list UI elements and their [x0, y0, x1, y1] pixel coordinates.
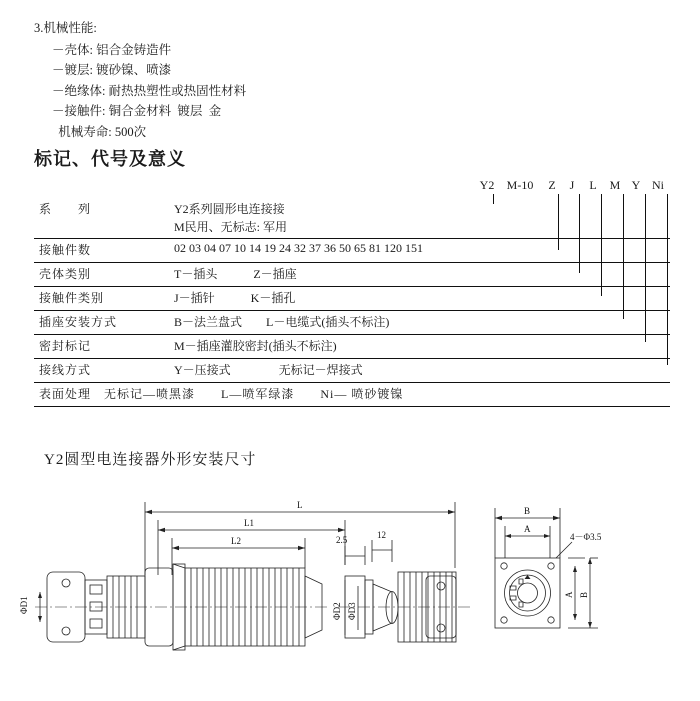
dim-label-A-right: A: [564, 591, 574, 598]
dim-label-phiD1: ΦD1: [19, 596, 29, 614]
dim-label-4-phi3.5: 4－Φ3.5: [570, 532, 602, 542]
row-value: B－法兰盘式 L－电缆式(插头不标注): [174, 315, 390, 329]
code-row-surface: [34, 383, 674, 406]
drawing-title: Y2圆型电连接器外形安装尺寸: [44, 452, 257, 468]
dim-label-L1: L1: [244, 518, 254, 528]
code-part-m10: M-10: [506, 178, 534, 192]
code-part-m: M: [609, 178, 621, 192]
dim-label-2.5: 2.5: [336, 535, 348, 545]
dim-label-L2: L2: [231, 536, 241, 546]
row-label: 系 列: [39, 202, 92, 216]
row-label: 接触件类别: [39, 291, 105, 305]
mechanical-properties-section: [34, 22, 246, 146]
row-value: Y－压接式 无标记－焊接式: [174, 363, 363, 377]
code-row-series: [34, 198, 674, 238]
dim-label-12: 12: [377, 530, 386, 540]
dim-label-B-right: B: [579, 591, 589, 598]
row-label: 接触件数: [39, 243, 92, 257]
row-label: 表面处理 无标记—喷黑漆 L—喷军绿漆 Ni— 喷砂镀镍: [39, 387, 404, 401]
dim-label-L: L: [297, 500, 303, 510]
row-label: 接线方式: [39, 363, 92, 377]
row-value: T－插头 Z－插座: [174, 267, 297, 281]
property-item: －绝缘体: 耐热热塑性或热固性材料: [52, 83, 247, 98]
property-item: －接触件: 铜合金材料 镀层 金: [52, 104, 222, 118]
dim-label-A-top: A: [524, 524, 531, 534]
code-row-sealing: [34, 335, 674, 358]
property-item: 机械寿命: 500次: [52, 124, 147, 139]
marking-section-title: 标记、代号及意义: [34, 149, 186, 169]
code-row-wiring: [34, 359, 674, 382]
code-part-y: Y: [631, 178, 641, 192]
row-value-secondary: M民用、无标志: 军用: [174, 220, 288, 234]
row-label: 密封标记: [39, 339, 92, 353]
code-row-mounting: [34, 311, 674, 334]
row-value: 02 03 04 07 10 14 19 24 32 37 36 50 65 81 120 151: [174, 241, 423, 255]
code-part-z: Z: [548, 178, 556, 192]
row-value: M－插座灌胶密封(插头不标注): [174, 339, 337, 353]
row-label: 插座安装方式: [39, 315, 118, 329]
code-part-l: L: [589, 178, 597, 192]
section-heading: 3.机械性能:: [34, 21, 97, 35]
code-part-ni: Ni: [652, 178, 664, 192]
code-row-shell-type: [34, 263, 674, 286]
property-item: －镀层: 镀砂镍、喷漆: [52, 63, 172, 77]
dim-label-phiD3: ΦD3: [347, 602, 357, 620]
row-value: J－插针 K－插孔: [174, 291, 296, 305]
technical-drawing: [0, 480, 700, 695]
property-item: －壳体: 铝合金铸造件: [52, 42, 172, 57]
code-row-contact-count: [34, 239, 674, 262]
row-label: 壳体类别: [39, 267, 92, 281]
code-part-y2: Y2: [479, 178, 495, 192]
dim-label-phiD2: ΦD2: [332, 602, 342, 620]
row-value: Y2系列圆形电连接接: [174, 202, 285, 216]
code-header: [476, 178, 670, 193]
code-designation-table: [34, 178, 674, 407]
code-part-j: J: [569, 178, 575, 192]
dim-label-B-top: B: [524, 506, 531, 516]
code-row-contact-type: [34, 287, 674, 310]
